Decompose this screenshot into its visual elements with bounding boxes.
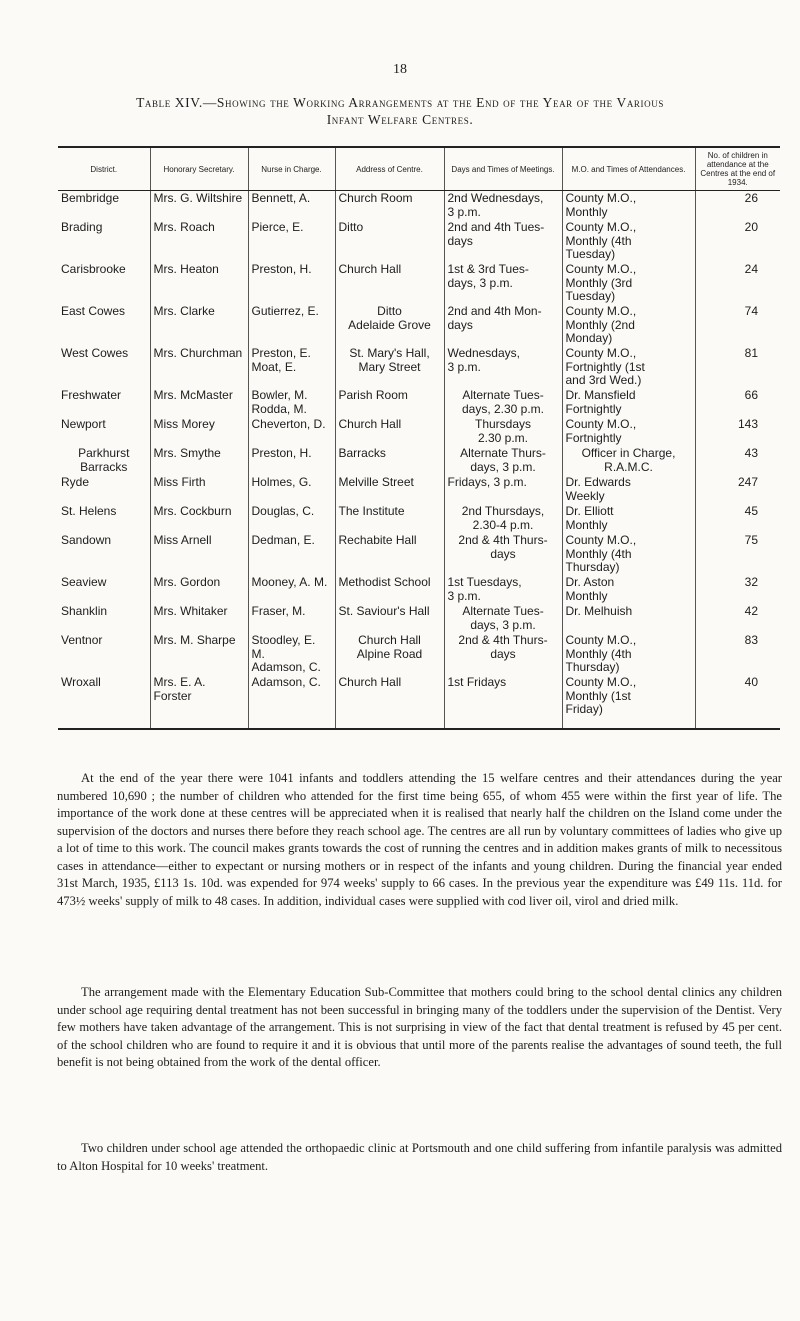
cell-district: Newport bbox=[61, 417, 106, 431]
cell-mo: County M.O., Monthly (4th Thursday) bbox=[562, 533, 695, 575]
cell-mo: Dr. Mansfield Fortnightly bbox=[562, 388, 695, 417]
cell-mo: County M.O., Monthly (2nd Monday) bbox=[562, 304, 695, 346]
page-number: 18 bbox=[393, 62, 407, 77]
header-address: Address of Centre. bbox=[335, 147, 444, 191]
cell-district: Ventnor bbox=[61, 633, 103, 647]
cell-nurse: Mooney, A. M. bbox=[248, 575, 335, 604]
cell-mo: Officer in Charge, R.A.M.C. bbox=[562, 446, 695, 475]
table-row bbox=[58, 346, 780, 388]
table-row bbox=[58, 575, 780, 604]
cell-address: Ditto bbox=[335, 220, 444, 262]
cell-days: Alternate Tues- days, 3 p.m. bbox=[444, 604, 562, 633]
cell-district: Shanklin bbox=[61, 604, 108, 618]
cell-nurse: Cheverton, D. bbox=[248, 417, 335, 446]
cell-days: 2nd Wednesdays, 3 p.m. bbox=[444, 191, 562, 221]
cell-nurse: Dedman, E. bbox=[248, 533, 335, 575]
cell-children: 42 bbox=[695, 604, 780, 633]
cell-days: 1st & 3rd Tues- days, 3 p.m. bbox=[444, 262, 562, 304]
cell-district: Wroxall bbox=[61, 675, 101, 689]
cell-mo: County M.O., Monthly (4th Tuesday) bbox=[562, 220, 695, 262]
cell-days: 2nd & 4th Thurs- days bbox=[444, 633, 562, 675]
paragraph-orthopaedic: Two children under school age attended the orthopaedic clinic at Portsmouth and one child suffering from infantile paralysis was admitted to Alton Hospital for 10 weeks' treatment. bbox=[57, 1141, 782, 1173]
cell-district: St. Helens bbox=[61, 504, 117, 518]
cell-secretary: Mrs. G. Wiltshire bbox=[150, 191, 248, 221]
cell-nurse: Holmes, G. bbox=[248, 475, 335, 504]
cell-address: Melville Street bbox=[335, 475, 444, 504]
cell-children: 26 bbox=[695, 191, 780, 221]
table-row bbox=[58, 504, 780, 533]
table-row bbox=[58, 475, 780, 504]
cell-children: 40 bbox=[695, 675, 780, 729]
cell-secretary: Mrs. Gordon bbox=[150, 575, 248, 604]
table-title bbox=[40, 94, 760, 128]
cell-children: 43 bbox=[695, 446, 780, 475]
cell-district: Sandown bbox=[61, 533, 112, 547]
cell-children: 74 bbox=[695, 304, 780, 346]
cell-mo: County M.O., Fortnightly (1st and 3rd Wed.) bbox=[562, 346, 695, 388]
cell-mo: County M.O., Monthly bbox=[562, 191, 695, 221]
cell-children: 32 bbox=[695, 575, 780, 604]
table-row bbox=[58, 304, 780, 346]
table-row bbox=[58, 191, 780, 221]
cell-mo: County M.O., Fortnightly bbox=[562, 417, 695, 446]
welfare-centres-table bbox=[58, 146, 780, 730]
cell-secretary: Mrs. Heaton bbox=[150, 262, 248, 304]
cell-mo: Dr. Melhuish bbox=[562, 604, 695, 633]
table-row bbox=[58, 262, 780, 304]
table-row bbox=[58, 417, 780, 446]
cell-days: Alternate Thurs- days, 3 p.m. bbox=[444, 446, 562, 475]
table-row bbox=[58, 220, 780, 262]
cell-mo: County M.O., Monthly (3rd Tuesday) bbox=[562, 262, 695, 304]
cell-children: 20 bbox=[695, 220, 780, 262]
cell-secretary: Mrs. Roach bbox=[150, 220, 248, 262]
header-days: Days and Times of Meetings. bbox=[444, 147, 562, 191]
cell-district: Freshwater bbox=[61, 388, 122, 402]
cell-secretary: Mrs. M. Sharpe bbox=[150, 633, 248, 675]
cell-secretary: Mrs. Whitaker bbox=[150, 604, 248, 633]
cell-days: 1st Fridays bbox=[444, 675, 562, 729]
cell-address: Church Hall bbox=[335, 417, 444, 446]
cell-address: Methodist School bbox=[335, 575, 444, 604]
cell-address: Church Hall Alpine Road bbox=[335, 633, 444, 675]
cell-days: Fridays, 3 p.m. bbox=[444, 475, 562, 504]
cell-district: Bembridge bbox=[61, 191, 120, 205]
cell-mo: Dr. Aston Monthly bbox=[562, 575, 695, 604]
cell-days: 2nd and 4th Mon- days bbox=[444, 304, 562, 346]
cell-nurse: Fraser, M. bbox=[248, 604, 335, 633]
cell-district: West Cowes bbox=[61, 346, 129, 360]
cell-nurse: Preston, H. bbox=[248, 446, 335, 475]
cell-address: Barracks bbox=[335, 446, 444, 475]
cell-children: 66 bbox=[695, 388, 780, 417]
table-row bbox=[58, 388, 780, 417]
cell-nurse: Pierce, E. bbox=[248, 220, 335, 262]
cell-address: The Institute bbox=[335, 504, 444, 533]
cell-days: 2nd Thursdays, 2.30-4 p.m. bbox=[444, 504, 562, 533]
cell-address: Church Hall bbox=[335, 262, 444, 304]
cell-days: 2nd and 4th Tues- days bbox=[444, 220, 562, 262]
cell-children: 75 bbox=[695, 533, 780, 575]
cell-children: 81 bbox=[695, 346, 780, 388]
cell-district: Carisbrooke bbox=[61, 262, 126, 276]
cell-secretary: Miss Morey bbox=[150, 417, 248, 446]
cell-mo: Dr. Elliott Monthly bbox=[562, 504, 695, 533]
cell-address: Ditto Adelaide Grove bbox=[335, 304, 444, 346]
cell-secretary: Mrs. McMaster bbox=[150, 388, 248, 417]
cell-address: Parish Room bbox=[335, 388, 444, 417]
table-row bbox=[58, 633, 780, 675]
cell-secretary: Mrs. Clarke bbox=[150, 304, 248, 346]
cell-district: East Cowes bbox=[61, 304, 126, 318]
cell-district: Seaview bbox=[61, 575, 107, 589]
table-row bbox=[58, 446, 780, 475]
table-title-line-1: Table XIV.—Showing the Working Arrangements at the End of the Year of the Various bbox=[136, 95, 664, 110]
table-row bbox=[58, 604, 780, 633]
cell-address: Church Room bbox=[335, 191, 444, 221]
cell-secretary: Mrs. Churchman bbox=[150, 346, 248, 388]
cell-address: St. Mary's Hall, Mary Street bbox=[335, 346, 444, 388]
cell-nurse: Preston, E. Moat, E. bbox=[248, 346, 335, 388]
cell-secretary: Mrs. Smythe bbox=[150, 446, 248, 475]
header-mo: M.O. and Times of Attendances. bbox=[562, 147, 695, 191]
cell-mo: County M.O., Monthly (4th Thursday) bbox=[562, 633, 695, 675]
cell-mo: Dr. Edwards Weekly bbox=[562, 475, 695, 504]
cell-days: 2nd & 4th Thurs- days bbox=[444, 533, 562, 575]
cell-nurse: Bowler, M. Rodda, M. bbox=[248, 388, 335, 417]
header-children: No. of children in attendance at the Centres at the end of 1934. bbox=[695, 147, 780, 191]
paragraph-dental: The arrangement made with the Elementary Education Sub-Committee that mothers could bring to the school dental clinics any children under school age requiring dental treatment has not been successful in bringing many of the toddlers under the supervision of the Dentist. Very few mothers have taken advantage of the arrangement. This is not surprising in view of the fact that dental treatment is refused by 45 per cent. of the school children who are found to require it and it is obvious that until more of the parents realise the advantages of sound teeth, the full benefit is not being obtained from the work of the dental officer. bbox=[57, 985, 782, 1069]
cell-secretary: Mrs. Cockburn bbox=[150, 504, 248, 533]
cell-address: Rechabite Hall bbox=[335, 533, 444, 575]
cell-secretary: Mrs. E. A. Forster bbox=[150, 675, 248, 729]
cell-secretary: Miss Firth bbox=[150, 475, 248, 504]
cell-children: 247 bbox=[695, 475, 780, 504]
cell-nurse: Preston, H. bbox=[248, 262, 335, 304]
cell-mo: County M.O., Monthly (1st Friday) bbox=[562, 675, 695, 729]
cell-district: Parkhurst Barracks bbox=[78, 446, 130, 474]
table-row bbox=[58, 675, 780, 729]
cell-nurse: Douglas, C. bbox=[248, 504, 335, 533]
table-header-row bbox=[58, 147, 780, 191]
table-title-line-2: Infant Welfare Centres. bbox=[326, 112, 474, 127]
cell-nurse: Stoodley, E. M. Adamson, C. bbox=[248, 633, 335, 675]
cell-nurse: Adamson, C. bbox=[248, 675, 335, 729]
cell-nurse: Gutierrez, E. bbox=[248, 304, 335, 346]
header-secretary: Honorary Secretary. bbox=[150, 147, 248, 191]
paragraph-attendance: At the end of the year there were 1041 infants and toddlers attending the 15 welfare centres and their attendances during the year numbered 10,690 ; the number of children who attended for the first time being 655, of whom 455 were within the first year of life. The importance of the work done at these centres will be appreciated when it is realised that nearly half the children on the Island come under the supervision of the doctors and nurses there before they reach school age. The centres are all run by voluntary committees of ladies who give up a lot of time to this work. The council makes grants towards the cost of running the centres and in addition makes grants of milk to necessitous cases in attendance—either to expectant or nursing mothers or in respect of the infants and young children. During the financial year ended 31st March, 1935, £113 1s. 10d. was expended for 974 weeks' supply to 66 cases. In the previous year the expenditure was £49 11s. 11d. for 473½ weeks' supply of milk to 48 cases. In addition, individual cases were supplied with cod liver oil, virol and dried milk. bbox=[57, 771, 782, 908]
cell-days: Wednesdays, 3 p.m. bbox=[444, 346, 562, 388]
cell-days: 1st Tuesdays, 3 p.m. bbox=[444, 575, 562, 604]
cell-days: Alternate Tues- days, 2.30 p.m. bbox=[444, 388, 562, 417]
cell-nurse: Bennett, A. bbox=[248, 191, 335, 221]
cell-address: St. Saviour's Hall bbox=[335, 604, 444, 633]
cell-days: Thursdays 2.30 p.m. bbox=[444, 417, 562, 446]
cell-children: 143 bbox=[695, 417, 780, 446]
cell-children: 83 bbox=[695, 633, 780, 675]
cell-address: Church Hall bbox=[335, 675, 444, 729]
cell-children: 24 bbox=[695, 262, 780, 304]
header-district: District. bbox=[58, 147, 150, 191]
cell-children: 45 bbox=[695, 504, 780, 533]
table-row bbox=[58, 533, 780, 575]
cell-secretary: Miss Arnell bbox=[150, 533, 248, 575]
cell-district: Brading bbox=[61, 220, 103, 234]
header-nurse: Nurse in Charge. bbox=[248, 147, 335, 191]
cell-district: Ryde bbox=[61, 475, 90, 489]
